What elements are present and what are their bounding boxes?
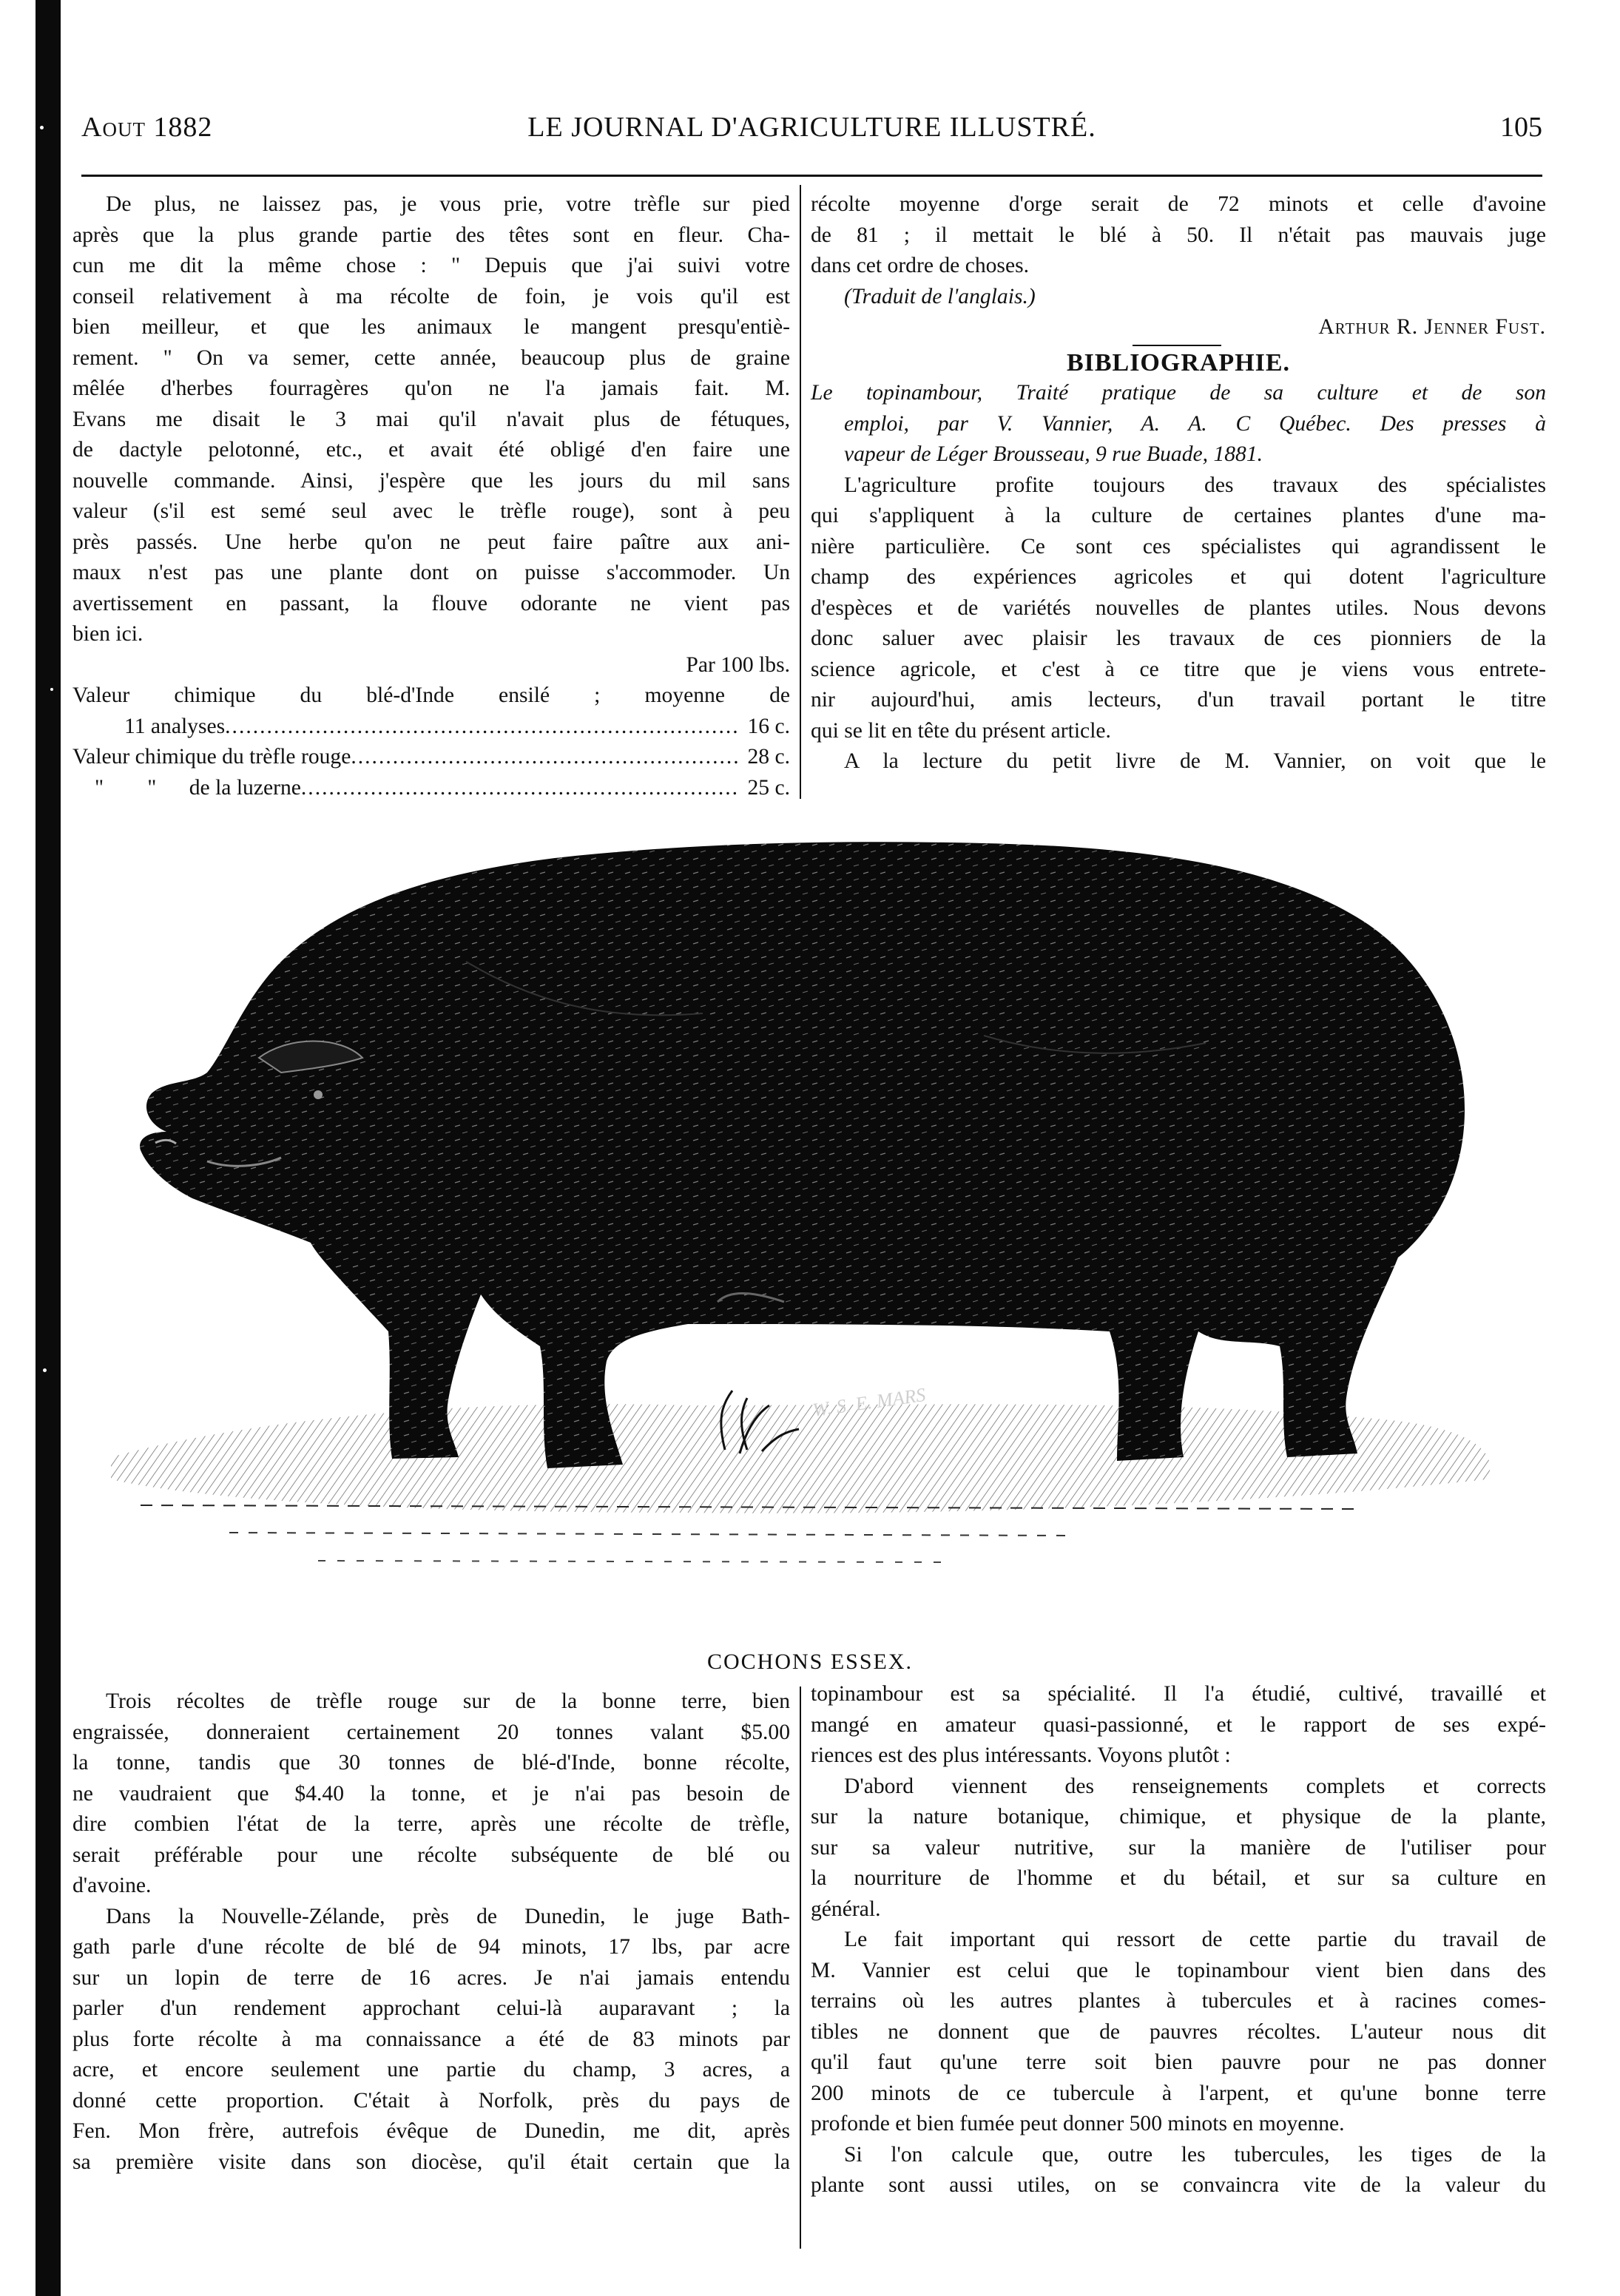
text-line: rement. " On va semer, cette année, beaucoup plus de graine (72, 345, 790, 370)
biblio-line: emploi, par V. Vannier, A. A. C Québec. Des presses à (844, 411, 1546, 436)
text-line: donc saluer avec plaisir les travaux de ces pionniers de la (811, 627, 1546, 650)
table-row (72, 773, 790, 804)
text-line: Fen. Mon frère, autrefois évêque de Dunedin, me dit, après (72, 2119, 790, 2143)
text-line: de 81 ; il mettait le blé à 50. Il n'était pas mauvais juge (811, 223, 1546, 247)
text-line: la tonne, tandis que 30 tonnes de blé-d'Inde, bonne récolte, (72, 1751, 790, 1775)
text-line: gath parle d'une récolte de blé de 94 minots, 17 lbs, par acre (72, 1935, 790, 1959)
text-line: D'abord viennent des renseignements complets et corrects (844, 1774, 1546, 1798)
text-line: sur la nature botanique, chimique, et physique de la plante, (811, 1805, 1546, 1829)
text-line: tibles ne donnent que de pauvres récoltes. L'auteur nous dit (811, 2019, 1546, 2044)
text-line: conseil relativement à ma récolte de foin, je vois qu'il est (72, 284, 790, 308)
text-line: Trois récoltes de trèfle rouge sur de la bonne terre, bien (106, 1689, 790, 1713)
text-line: riences est des plus intéressants. Voyons plutôt : (811, 1743, 1231, 1767)
essex-pig-engraving (96, 814, 1531, 1635)
bottom-left-column (72, 1686, 790, 2178)
text-line: avertissement en passant, la flouve odorante ne vient pas (72, 591, 790, 615)
dot-leader (225, 712, 740, 743)
text-line: nir aujourd'hui, amis lecteurs, d'un travail portant le titre (811, 688, 1546, 712)
column-divider-top (800, 185, 801, 799)
text-line: Si l'on calcule que, outre les tubercules, les tiges de la (844, 2142, 1546, 2167)
biblio-line: vapeur de Léger Brousseau, 9 rue Buade, 1881. (844, 442, 1263, 466)
text-line: Evans me disait le 3 mai qu'il n'avait plus de fétuques, (72, 407, 790, 431)
top-right-column (811, 189, 1546, 777)
text-line: récolte moyenne d'orge serait de 72 minots et celle d'avoine (811, 192, 1546, 216)
column-divider-bottom (800, 1686, 801, 2249)
text-line: terrains où les autres plantes à tubercules et à racines comes- (811, 1989, 1546, 2013)
table-row (72, 742, 790, 773)
engraver-signature: W. S. E. MARS (811, 1383, 927, 1421)
text-line: qui s'appliquent à la culture de certaines plantes d'une ma- (811, 504, 1546, 527)
illustration-caption: COCHONS ESSEX. (706, 1650, 914, 1674)
text-line: sur sa valeur nutritive, sur la manière de l'utiliser pour (811, 1835, 1546, 1860)
text-line: mêlée d'herbes fourragères qu'on ne l'a jamais fait. M. (72, 377, 790, 400)
text-line: dire combien l'état de la terre, après une récolte de trèfle, (72, 1812, 790, 1836)
table-row-value: 28 c. (747, 745, 790, 769)
text-line: d'avoine. (72, 1874, 152, 1897)
text-line: plus forte récolte à ma connaissance a été de 83 minots par (72, 2027, 790, 2051)
section-heading: BIBLIOGRAPHIE. (1066, 348, 1291, 377)
pig-figure (140, 842, 1465, 1468)
journal-title: LE JOURNAL D'AGRICULTURE ILLUSTRÉ. (527, 112, 1096, 143)
section-rule (1133, 345, 1221, 346)
table-row-value: 16 c. (747, 714, 790, 738)
text-line: engraissée, donneraient certainement 20 tonnes valant $5.00 (72, 1720, 790, 1744)
text-line: serait préférable pour une récolte subséquente de blé ou (72, 1843, 790, 1867)
table-row-value: 25 c. (747, 775, 790, 800)
author-signature: Arthur R. Jenner Fust. (1318, 315, 1546, 339)
binding-spine (36, 0, 61, 2296)
text-line: profonde et bien fumée peut donner 500 minots en moyenne. (811, 2112, 1345, 2135)
text-line: bien ici. (72, 622, 144, 646)
text-line: De plus, ne laissez pas, je vous prie, votre trèfle sur pied (106, 192, 790, 216)
text-line: la nourriture de l'homme et du bétail, et sur sa culture en (811, 1866, 1546, 1890)
text-line: Dans la Nouvelle-Zélande, près de Dunedin, le juge Bath- (106, 1904, 790, 1928)
text-line: qu'il faut qu'une terre soit bien pauvre pour ne pas donner (811, 2050, 1546, 2074)
text-line: général. (811, 1897, 881, 1921)
text-line: champ des expériences agricoles et qui dotent l'agriculture (811, 565, 1546, 589)
table-line: Valeur chimique du blé-d'Inde ensilé ; moyenne de (72, 683, 790, 707)
text-line: acre, et encore seulement une partie du champ, 3 acres, a (72, 2058, 790, 2081)
translation-note: (Traduit de l'anglais.) (844, 284, 1036, 308)
text-line: de dactyle pelotonné, etc., et avait été obligé d'en faire une (72, 438, 790, 462)
text-line: 200 minots de ce tubercule à l'arpent, et qu'une bonne terre (811, 2081, 1546, 2105)
biblio-line: Le topinambour, Traité pratique de sa culture et de son (811, 381, 1546, 405)
text-line: cun me dit la même chose : " Depuis que j'ai suivi votre (72, 254, 790, 277)
text-line: ne vaudraient que $4.40 la tonne, et je n'ai pas besoin de (72, 1781, 790, 1806)
top-left-column (72, 189, 790, 803)
page-number: 105 (1500, 112, 1542, 143)
text-line: qui se lit en tête du présent article. (811, 718, 1111, 743)
ground-hatching (111, 1404, 1490, 1562)
header-date: Aout 1882 (81, 112, 213, 143)
text-line: bien meilleur, et que les animaux le mangent presqu'entiè- (72, 315, 790, 339)
text-line: nière particulière. Ce sont ces spécialistes qui agrandissent le (811, 534, 1546, 558)
table-row (72, 712, 790, 743)
text-line: près passés. Une herbe qu'on ne peut faire paître aux ani- (72, 530, 790, 554)
table-row-label: 11 analyses (124, 714, 226, 738)
text-line: sur un lopin de terre de 16 acres. Je n'ai jamais entendu (72, 1965, 790, 1990)
text-line: d'espèces et de variétés nouvelles de plantes utiles. Nous devons (811, 595, 1546, 620)
text-line: L'agriculture profite toujours des travaux des spécialistes (844, 473, 1546, 497)
table-row-label: Valeur chimique du trèfle rouge (72, 745, 351, 769)
text-line: nouvelle commande. Ainsi, j'espère que les jours du mil sans (72, 468, 790, 493)
text-line: A la lecture du petit livre de M. Vannier, on voit que le (844, 749, 1546, 773)
text-line: parler d'un rendement approchant celui-là auparavant ; la (72, 1996, 790, 2020)
table-row-label: " " de la luzerne (95, 775, 301, 800)
text-line: après que la plus grande partie des têtes sont en fleur. Cha- (72, 223, 790, 247)
running-header (81, 111, 1542, 155)
text-line: M. Vannier est celui que le topinambour vient bien dans des (811, 1958, 1546, 1982)
text-line: Le fait important qui ressort de cette partie du travail de (844, 1928, 1546, 1951)
header-rule (81, 175, 1542, 177)
text-line: sa première visite dans son diocèse, qu'il était certain que la (72, 2150, 790, 2174)
text-line: dans cet ordre de choses. (811, 254, 1029, 277)
text-line: maux n'est pas une plante dont on puisse s'accommoder. Un (72, 561, 790, 584)
text-line: science agricole, et c'est à ce titre que je viens vous entrete- (811, 657, 1546, 681)
table-unit-label: Par 100 lbs. (686, 652, 790, 677)
bottom-right-column (811, 1679, 1546, 2201)
dot-leader (351, 742, 740, 773)
dot-leader (301, 773, 740, 804)
text-line: plante sont aussi utiles, on se convaincra vite de la valeur du (811, 2173, 1546, 2197)
text-line: topinambour est sa spécialité. Il l'a étudié, cultivé, travaillé et (811, 1682, 1546, 1706)
text-line: donné cette proportion. C'était à Norfolk, près du pays de (72, 2088, 790, 2113)
text-line: valeur (s'il est semé seul avec le trèfle rouge), sont à peu (72, 499, 790, 523)
text-line: mangé en amateur quasi-passionné, et le rapport de ses expé- (811, 1712, 1546, 1737)
